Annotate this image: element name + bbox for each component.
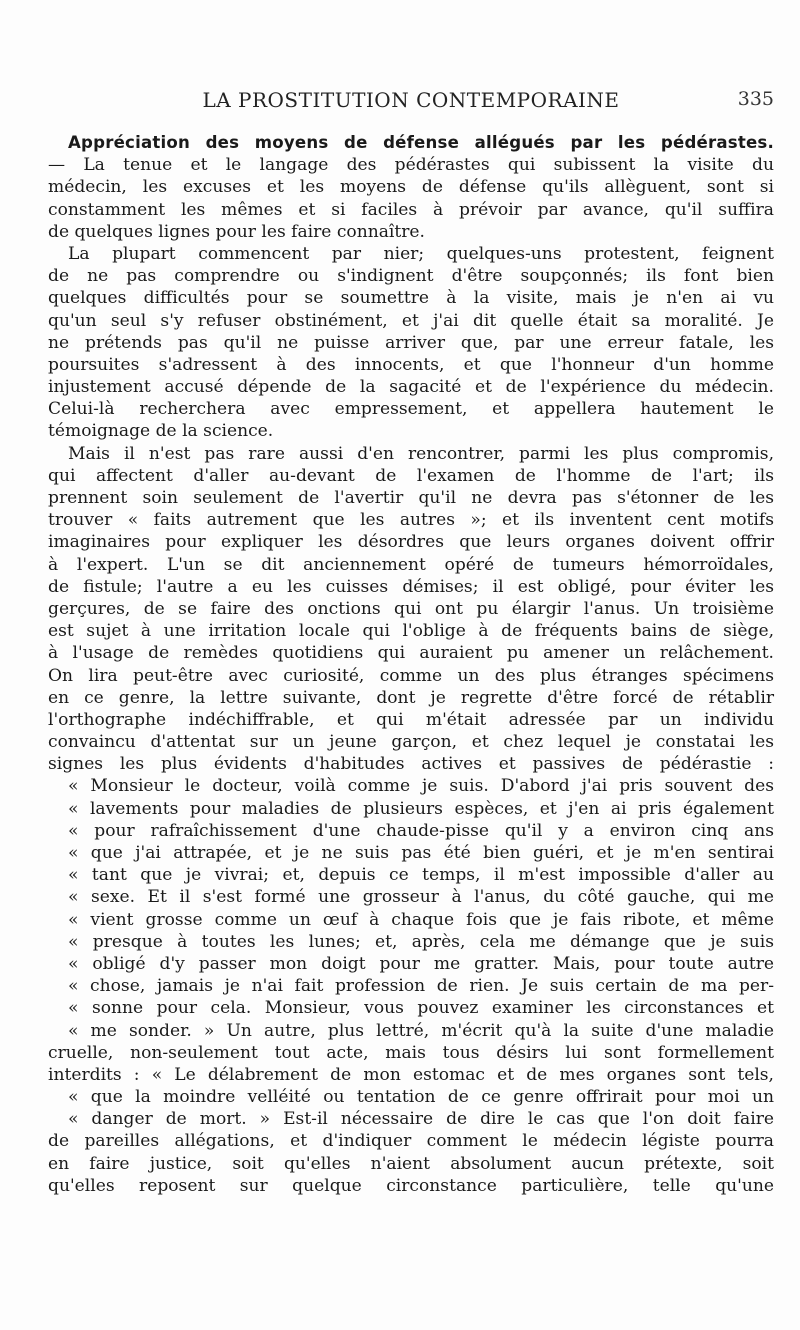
quoted-line: « obligé d'y passer mon doigt pour me gratter. Mais, pour toute autre bbox=[68, 953, 774, 974]
text-line: médecin, les excuses et les moyens de défense qu'ils allèguent, sont si bbox=[48, 177, 774, 198]
quoted-line: « danger de mort. » Est-il nécessaire de dire le cas que l'on doit faire bbox=[68, 1109, 774, 1130]
text-line: l'orthographe indéchiffrable, et qui m'était adressée par un individu bbox=[48, 709, 774, 730]
text-line: témoignage de la science. bbox=[48, 421, 274, 442]
text-line: de pareilles allégations, et d'indiquer comment le médecin légiste pourra bbox=[48, 1131, 774, 1152]
quoted-line: « sonne pour cela. Monsieur, vous pouvez examiner les circonstances et bbox=[68, 998, 774, 1019]
quoted-line: « sexe. Et il s'est formé une grosseur à l'anus, du côté gauche, qui me bbox=[68, 887, 774, 908]
text-line: convaincu d'attentat sur un jeune garçon, et chez lequel je constatai les bbox=[48, 732, 774, 753]
text-line: Celui-là recherchera avec empressement, et appellera hautement le bbox=[48, 399, 774, 420]
quoted-line: « vient grosse comme un œuf à chaque fois que je fais ribote, et même bbox=[68, 909, 774, 930]
text-line: à l'usage de remèdes quotidiens qui auraient pu amener un relâchement. bbox=[48, 643, 774, 664]
text-line: Mais il n'est pas rare aussi d'en rencontrer, parmi les plus compromis, bbox=[68, 443, 774, 464]
text-line: prennent soin seulement de l'avertir qu'il ne devra pas s'étonner de les bbox=[48, 488, 774, 508]
text-line: à l'expert. L'un se dit anciennement opéré de tumeurs hémorroïdales, bbox=[48, 554, 774, 575]
body-text bbox=[48, 132, 774, 1197]
text-line: de fistule; l'autre a eu les cuisses démises; il est obligé, pour éviter les bbox=[48, 576, 774, 597]
text-line: poursuites s'adressent à des innocents, et que l'honneur d'un homme bbox=[48, 354, 774, 375]
quoted-line: « pour rafraîchissement d'une chaude-pisse qu'il y a environ cinq ans bbox=[68, 820, 774, 841]
text-line: cruelle, non-seulement tout acte, mais tous désirs lui sont formellement bbox=[48, 1042, 774, 1063]
text-line: en faire justice, soit qu'elles n'aient absolument aucun prétexte, soit bbox=[48, 1153, 774, 1174]
text-line: interdits : « Le délabrement de mon estomac et de mes organes sont tels, bbox=[48, 1064, 774, 1085]
quoted-line: « chose, jamais je n'ai fait profession de rien. Je suis certain de ma per- bbox=[68, 976, 774, 997]
quoted-line: « lavements pour maladies de plusieurs espèces, et j'en ai pris également bbox=[68, 798, 774, 819]
page-number: 335 bbox=[737, 88, 774, 110]
text-line: qu'elles reposent sur quelque circonstance particulière, telle qu'une bbox=[48, 1175, 774, 1196]
text-line: ne prétends pas qu'il ne puisse arriver que, par une erreur fatale, les bbox=[48, 332, 774, 353]
running-header bbox=[48, 88, 774, 118]
text-line: de ne pas comprendre ou s'indignent d'être soupçonnés; ils font bien bbox=[48, 266, 774, 287]
text-line: signes les plus évidents d'habitudes actives et passives de pédérastie : bbox=[48, 754, 774, 775]
text-line: injustement accusé dépende de la sagacité et de l'expérience du médecin. bbox=[48, 377, 774, 398]
text-line: qui affectent d'aller au-devant de l'examen de l'homme de l'art; ils bbox=[48, 465, 774, 486]
quoted-line: « tant que je vivrai; et, depuis ce temps, il m'est impossible d'aller au bbox=[68, 865, 774, 886]
quoted-line: « que j'ai attrapée, et je ne suis pas été bien guéri, et je m'en sentirai bbox=[68, 843, 774, 863]
quoted-line: « presque à toutes les lunes; et, après, cela me démange que je suis bbox=[68, 931, 774, 952]
text-line: — La tenue et le langage des pédérastes qui subissent la visite du bbox=[48, 155, 774, 176]
text-line: trouver « faits autrement que les autres »; et ils inventent cent motifs bbox=[48, 510, 774, 531]
quoted-line: « que la moindre velléité ou tentation de ce genre offrirait pour moi un bbox=[68, 1087, 774, 1108]
text-line: en ce genre, la lettre suivante, dont je regrette d'être forcé de rétablir bbox=[48, 687, 774, 708]
text-line: est sujet à une irritation locale qui l'oblige à de fréquents bains de siège, bbox=[48, 621, 774, 642]
text-line: de quelques lignes pour les faire connaître. bbox=[48, 221, 425, 242]
running-title: LA PROSTITUTION CONTEMPORAINE bbox=[202, 88, 620, 112]
text-line: quelques difficultés pour se soumettre à la visite, mais je n'en ai vu bbox=[48, 288, 774, 309]
quoted-line: « Monsieur le docteur, voilà comme je suis. D'abord j'ai pris souvent des bbox=[68, 776, 774, 797]
section-heading: Appréciation des moyens de défense allégués par les pédérastes. bbox=[68, 133, 774, 152]
text-line: On lira peut-être avec curiosité, comme un des plus étranges spécimens bbox=[48, 665, 774, 686]
text-line: qu'un seul s'y refuser obstinément, et j'ai dit quelle était sa moralité. Je bbox=[48, 310, 774, 331]
text-line: gerçures, de se faire des onctions qui ont pu élargir l'anus. Un troisième bbox=[48, 598, 774, 619]
text-line: La plupart commencent par nier; quelques-uns protestent, feignent bbox=[68, 243, 774, 264]
quoted-line: « me sonder. » Un autre, plus lettré, m'écrit qu'à la suite d'une maladie bbox=[68, 1020, 774, 1041]
text-line: imaginaires pour expliquer les désordres que leurs organes doivent offrir bbox=[48, 532, 774, 553]
text-line: constamment les mêmes et si faciles à prévoir par avance, qu'il suffira bbox=[48, 199, 774, 220]
